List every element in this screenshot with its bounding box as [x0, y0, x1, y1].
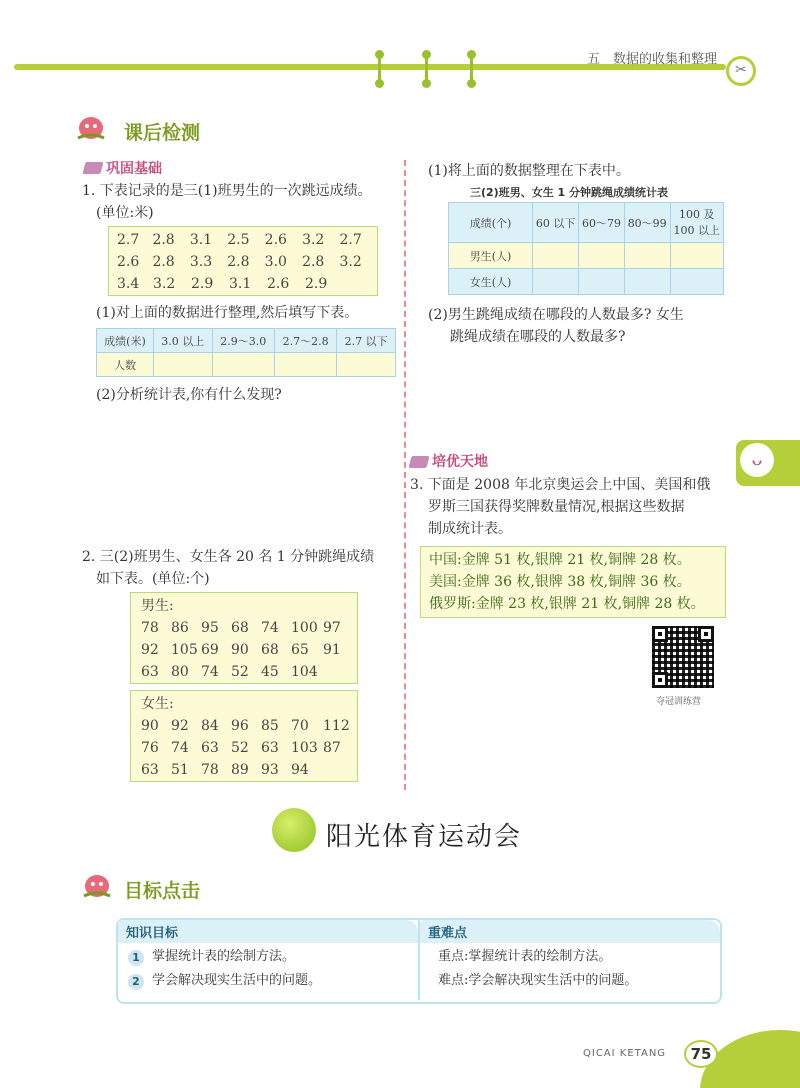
girls-data-box — [130, 690, 358, 782]
medal-line: 中国:金牌 51 枚,银牌 21 枚,铜牌 28 枚。 — [429, 552, 691, 568]
q1-sub2: (2)分析统计表,你有什么发现? — [96, 387, 282, 403]
data-row — [141, 639, 347, 661]
jump-rope-table — [448, 202, 724, 295]
data-cell: 69 — [201, 642, 219, 658]
girls-label: 女生: — [141, 696, 174, 712]
table-row-label: 男生(人) — [449, 243, 533, 269]
table-header-cell: 60～79 — [579, 203, 625, 243]
answer-cell[interactable] — [624, 269, 670, 295]
data-cell: 51 — [171, 762, 189, 778]
data-cell: 2.9 — [305, 276, 328, 292]
medal-data-box — [420, 546, 726, 618]
qr-code-icon[interactable] — [652, 626, 714, 688]
data-cell: 95 — [201, 620, 219, 636]
medal-line: 俄罗斯:金牌 23 枚,银牌 21 枚,铜牌 28 枚。 — [429, 596, 705, 612]
mascot-icon — [74, 112, 108, 142]
qr-caption: 夺冠训练营 — [656, 697, 702, 707]
data-cell: 92 — [171, 718, 189, 734]
table-header-cell: 60 以下 — [533, 203, 579, 243]
answer-cell[interactable] — [670, 269, 723, 295]
data-cell: 68 — [231, 620, 249, 636]
binder-pin — [376, 50, 383, 86]
data-cell: 96 — [231, 718, 249, 734]
data-row — [117, 273, 369, 295]
table-header-line: 100 以上 — [673, 223, 721, 237]
table-header-cell: 成绩(个) — [449, 203, 533, 243]
data-cell: 3.2 — [302, 232, 325, 248]
data-cell: 100 — [291, 620, 318, 636]
data-cell: 45 — [261, 664, 279, 680]
answer-cell[interactable] — [533, 243, 579, 269]
data-cell: 63 — [141, 762, 159, 778]
binder-pin — [468, 50, 475, 86]
page-number: 75 — [684, 1040, 718, 1068]
table-title: 三(2)班男、女生 1 分钟跳绳成绩统计表 — [470, 186, 669, 199]
knowledge-tab: 知识目标 — [118, 920, 418, 943]
medal-line: 美国:金牌 36 枚,银牌 38 枚,铜牌 36 枚。 — [429, 574, 691, 590]
lesson-title: 阳光体育运动会 — [326, 822, 523, 852]
data-cell: 2.9 — [191, 276, 214, 292]
data-cell: 105 — [171, 642, 198, 658]
section-title: 课后检测 — [124, 122, 201, 144]
data-cell: 3.1 — [189, 232, 213, 248]
data-cell: 70 — [291, 718, 309, 734]
data-row — [141, 737, 347, 759]
data-cell: 90 — [231, 642, 249, 658]
answer-cell[interactable] — [153, 353, 212, 377]
q1-data-box — [108, 226, 378, 296]
chapter-title: 五 数据的收集和整理 — [587, 52, 718, 67]
data-cell: 2.8 — [152, 254, 175, 270]
boys-label: 男生: — [141, 598, 174, 614]
answer-cell[interactable] — [274, 353, 336, 377]
q1-text: 1. 下表记录的是三(1)班男生的一次跳远成绩。 — [82, 183, 372, 199]
table-header-cell: 3.0 以上 — [153, 329, 212, 353]
table-row-label: 人数 — [97, 353, 154, 377]
data-cell: 97 — [323, 620, 341, 636]
table-header-cell: 2.7～2.8 — [274, 329, 336, 353]
data-cell: 3.3 — [189, 254, 213, 270]
advanced-subtitle: 培优天地 — [432, 454, 488, 470]
data-cell: 3.4 — [117, 276, 140, 292]
data-cell: 74 — [261, 620, 279, 636]
goal-item: 掌握统计表的绘制方法。 — [152, 949, 296, 964]
data-cell: 2.6 — [117, 254, 140, 270]
data-cell: 3.2 — [339, 254, 362, 270]
goal-item: 学会解决现实生活中的问题。 — [152, 973, 322, 988]
right-sub2-line2: 跳绳成绩在哪段的人数最多? — [450, 329, 626, 345]
right-sub2-line1: (2)男生跳绳成绩在哪段的人数最多? 女生 — [428, 307, 684, 323]
data-cell: 94 — [291, 762, 309, 778]
data-cell: 74 — [171, 740, 189, 756]
data-cell: 84 — [201, 718, 219, 734]
data-cell: 112 — [323, 718, 350, 734]
data-cell: 76 — [141, 740, 159, 756]
data-cell: 89 — [231, 762, 249, 778]
brand-text: QICAI KETANG — [583, 1048, 667, 1059]
answer-cell[interactable] — [579, 243, 625, 269]
q2-text-2: 如下表。(单位:个) — [96, 571, 210, 587]
data-row — [117, 229, 369, 251]
book-icon — [408, 456, 429, 468]
boys-data-box — [130, 592, 358, 684]
data-row — [141, 759, 347, 781]
data-cell: 52 — [231, 664, 249, 680]
goal-divider — [418, 920, 420, 1000]
data-cell: 3.1 — [229, 276, 252, 292]
data-cell: 93 — [261, 762, 279, 778]
data-cell: 86 — [171, 620, 189, 636]
data-cell: 2.7 — [339, 232, 362, 248]
data-cell: 2.6 — [264, 232, 287, 248]
data-cell: 63 — [201, 740, 219, 756]
book-icon — [82, 162, 103, 174]
table-header-cell: 80～99 — [624, 203, 670, 243]
difficulty-tab: 重难点 — [420, 920, 720, 943]
q1-table — [96, 328, 396, 377]
clover-icon — [272, 808, 316, 852]
q3-line3: 制成统计表。 — [428, 521, 512, 537]
data-cell: 78 — [141, 620, 159, 636]
answer-cell[interactable] — [337, 353, 396, 377]
data-cell: 63 — [141, 664, 159, 680]
data-cell: 2.7 — [117, 232, 140, 248]
table-header-cell: 成绩(米) — [97, 329, 154, 353]
scissors-icon: ✂ — [726, 56, 756, 86]
data-cell: 104 — [291, 664, 318, 680]
data-cell: 78 — [201, 762, 219, 778]
q2-text-1: 2. 三(2)班男生、女生各 20 名 1 分钟跳绳成绩 — [82, 549, 375, 565]
q3-line1: 3. 下面是 2008 年北京奥运会上中国、美国和俄 — [410, 477, 711, 493]
right-sub1: (1)将上面的数据整理在下表中。 — [428, 163, 630, 179]
q1-unit: (单位:米) — [96, 205, 154, 221]
data-row — [141, 617, 347, 639]
data-cell: 63 — [261, 740, 279, 756]
data-cell: 2.6 — [267, 276, 290, 292]
answer-cell[interactable] — [624, 243, 670, 269]
answer-cell[interactable] — [212, 353, 274, 377]
data-cell: 3.0 — [264, 254, 287, 270]
difficulty-text: 难点:学会解决现实生活中的问题。 — [438, 973, 638, 988]
data-row — [141, 661, 347, 683]
column-divider — [404, 160, 406, 790]
data-cell: 2.8 — [152, 232, 175, 248]
data-cell: 80 — [171, 664, 189, 680]
table-header-line: 100 及 — [679, 207, 715, 221]
table-row-label: 女生(人) — [449, 269, 533, 295]
q3-line2: 罗斯三国获得奖牌数量情况,根据这些数据 — [428, 499, 685, 515]
data-cell: 91 — [323, 642, 341, 658]
answer-cell[interactable] — [579, 269, 625, 295]
data-cell: 92 — [141, 642, 159, 658]
data-cell: 103 — [291, 740, 318, 756]
data-row — [117, 251, 369, 273]
data-cell: 87 — [323, 740, 341, 756]
data-cell: 52 — [231, 740, 249, 756]
q1-sub1: (1)对上面的数据进行整理,然后填写下表。 — [96, 305, 359, 321]
table-header-cell: 2.9～3.0 — [212, 329, 274, 353]
data-cell: 2.5 — [227, 232, 250, 248]
mascot-icon — [80, 870, 114, 900]
data-cell: 68 — [261, 642, 279, 658]
data-cell: 90 — [141, 718, 159, 734]
goal-section-title: 目标点击 — [124, 880, 201, 902]
goal-number-2: 2 — [128, 974, 144, 990]
data-cell: 85 — [261, 718, 279, 734]
data-cell: 2.8 — [227, 254, 250, 270]
answer-cell[interactable] — [670, 243, 723, 269]
basic-subtitle: 巩固基础 — [106, 161, 162, 177]
answer-cell[interactable] — [533, 269, 579, 295]
data-cell: 3.2 — [153, 276, 176, 292]
data-row — [141, 715, 350, 737]
data-cell: 65 — [291, 642, 309, 658]
data-cell: 74 — [201, 664, 219, 680]
data-cell: 2.8 — [302, 254, 325, 270]
bunny-icon: ᴗ — [740, 443, 774, 477]
goal-number-1: 1 — [128, 950, 144, 966]
binder-pin — [423, 50, 430, 86]
focus-text: 重点:掌握统计表的绘制方法。 — [438, 949, 612, 964]
table-header-cell — [670, 203, 723, 243]
table-header-cell: 2.7 以下 — [337, 329, 396, 353]
